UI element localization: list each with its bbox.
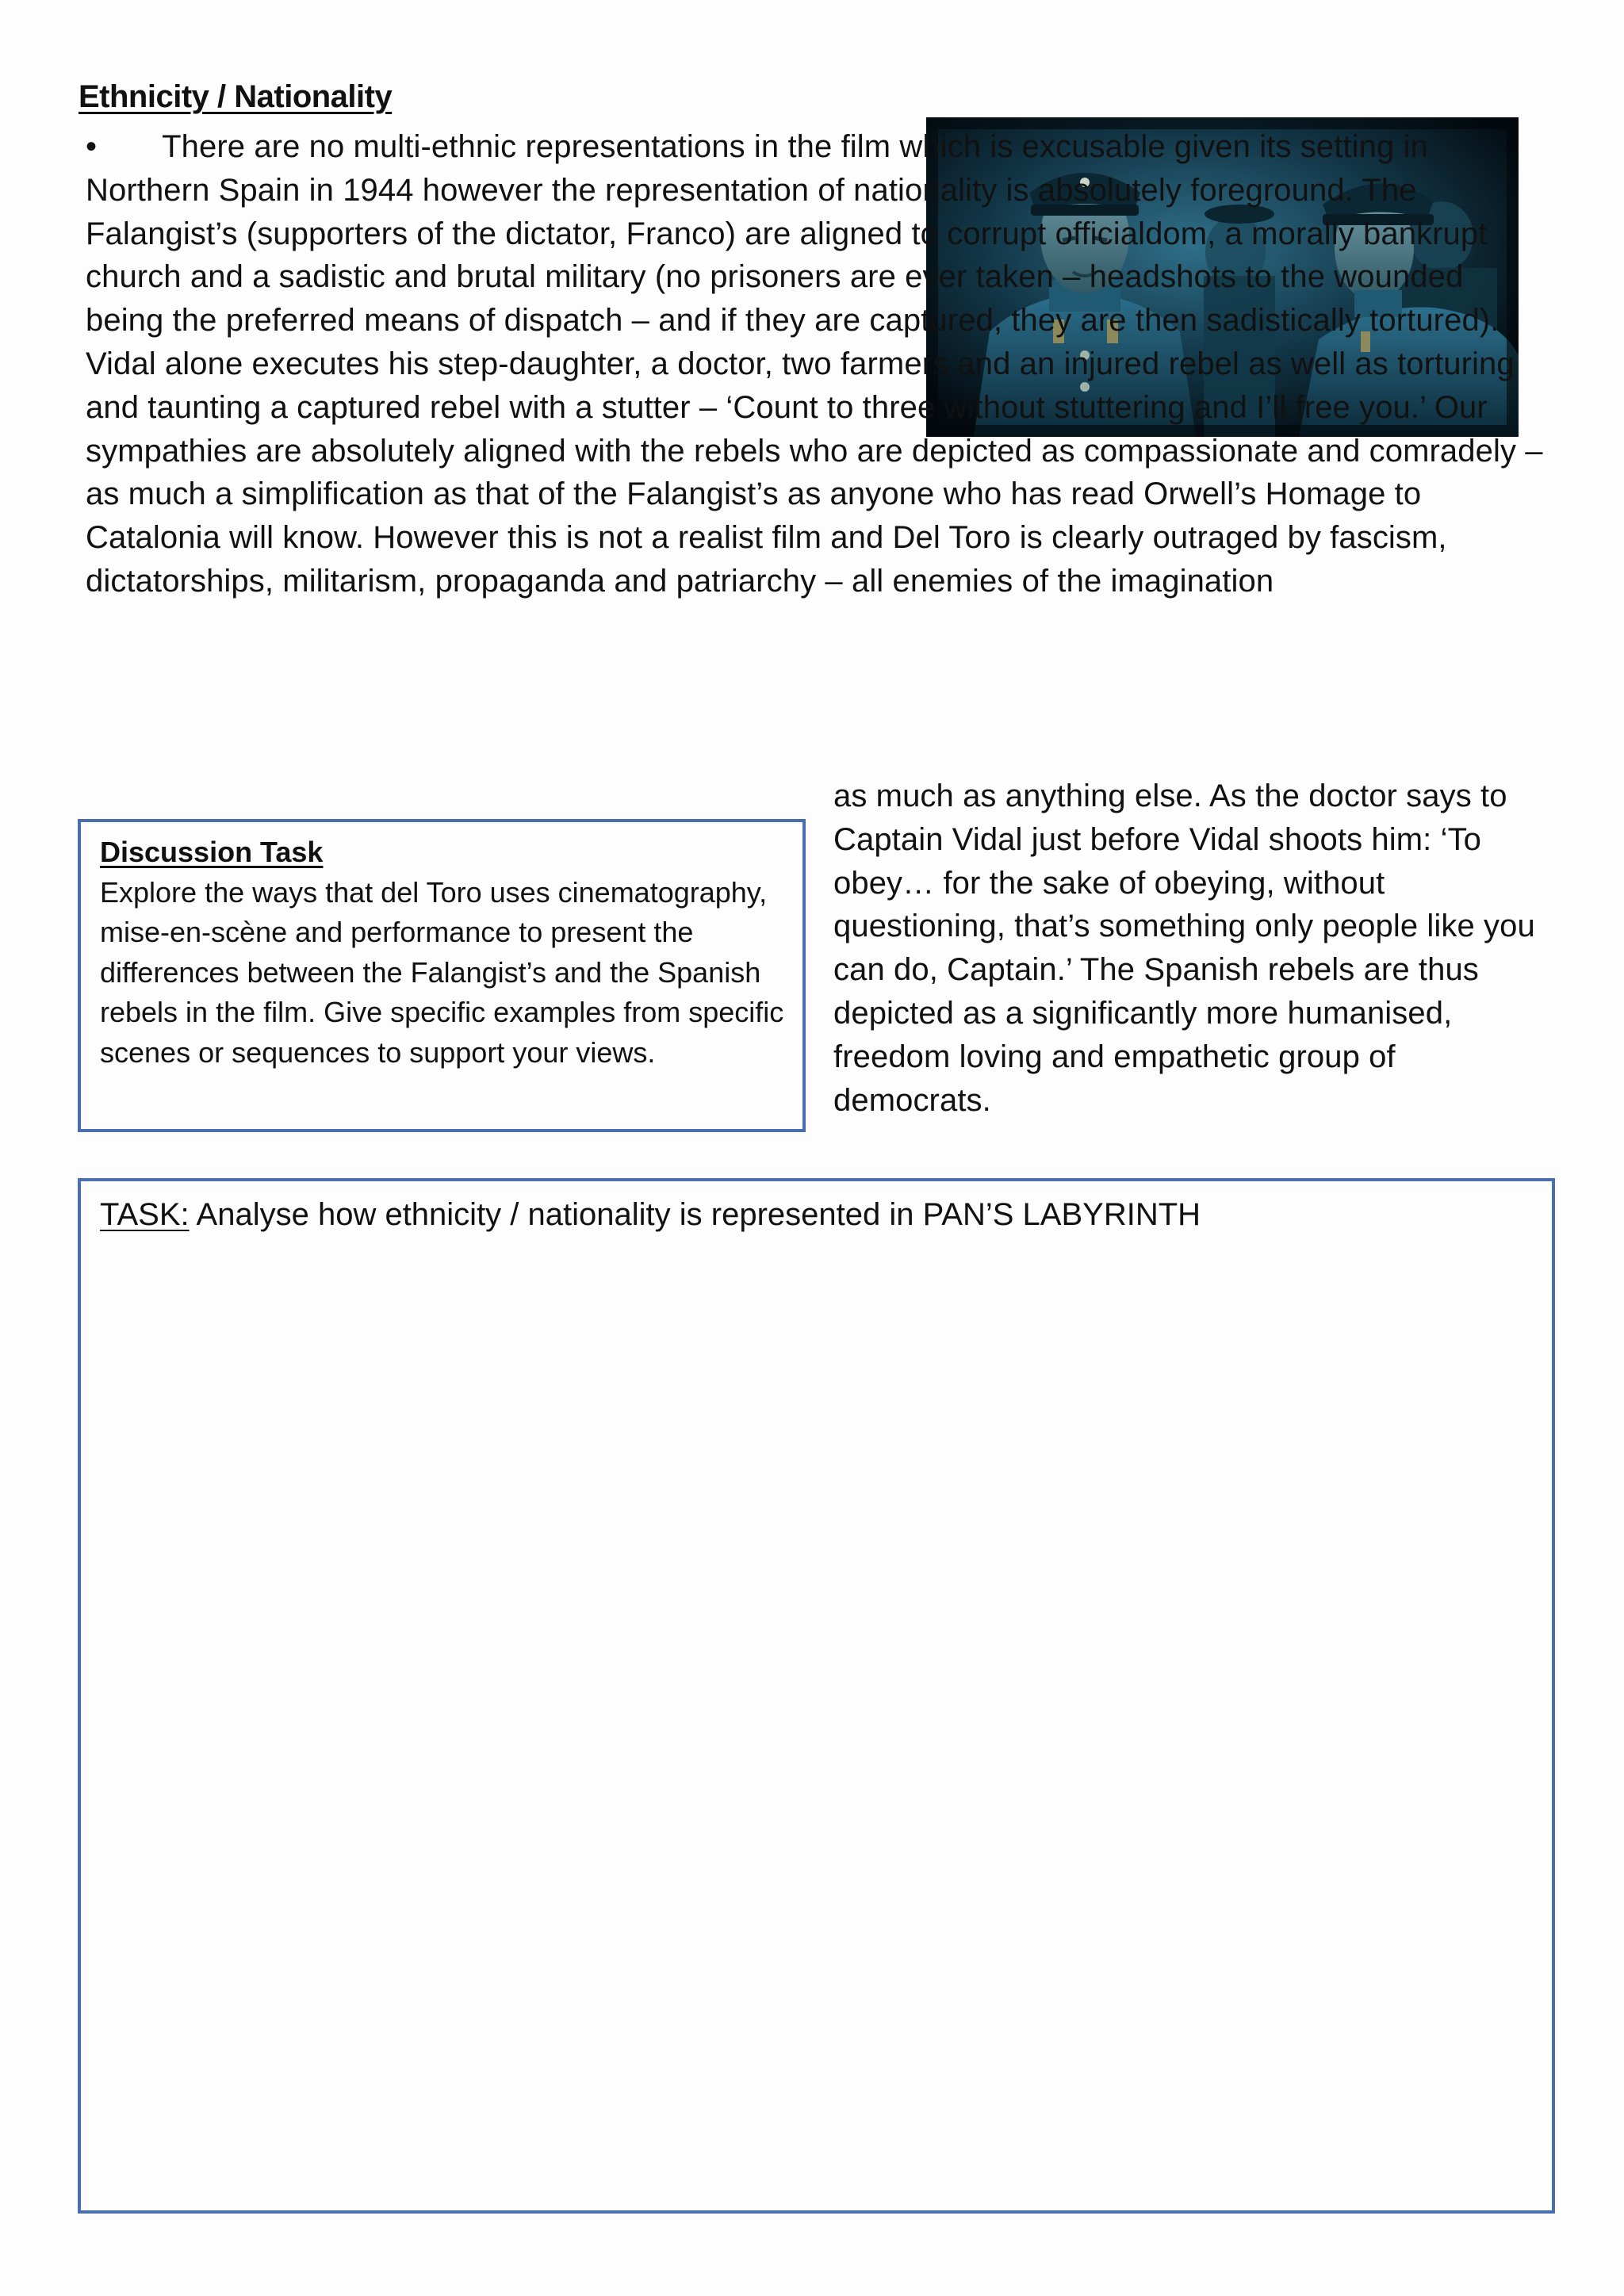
section-heading: Ethnicity / Nationality <box>79 79 393 114</box>
intro-paragraph-text: There are no multi-ethnic representations in the film which is excusable given its setting in Northern Spain in 1944 however the representation of nationality is absolutely foreground. The Falangist’s (supporters of the dictator, Franco) are aligned to corrupt officialdom, a morally bankrupt church and a sadistic and brutal military (no prisoners are ever taken – headshots to the wounded being the preferred means of dispatch – and if they are captured, they are then sadistically tortured). Vidal alone executes his step-daughter, a doctor, two farmers and an injured rebel as well as torturing and taunting a captured rebel with a stutter – ‘Count to three without stuttering and I’ll free you.’ Our sympathies are absolutely aligned with the rebels who are depicted as compassionate and comradely – as much a simplification as that of the Falangist’s as anyone who has read Orwell’s Homage to Catalonia will know. However this is not a realist film and Del Toro is clearly outraged by fascism, dictatorships, militarism, propaganda and patriarchy – all enemies of the imagination <box>86 129 1543 599</box>
bullet-marker: • <box>86 129 98 164</box>
intro-paragraph <box>86 125 1546 603</box>
discussion-task-text: Explore the ways that del Toro uses cinematography, mise-en-scène and performance to present the differences between the Falangist’s and the Spanish rebels in the film. Give specific examples from specific scenes or sequences to support your views. <box>100 876 784 1069</box>
discussion-task-title: Discussion Task <box>100 836 324 868</box>
task-label: TASK: <box>100 1197 190 1232</box>
task-text: Analyse how ethnicity / nationality is represented in PAN’S LABYRINTH <box>189 1197 1201 1232</box>
continuation-paragraph: as much as anything else. As the doctor says to Captain Vidal just before Vidal shoots him: ‘To obey… for the sake of obeying, without questioning, that’s something only people like you can do, Captain.’ The Spanish rebels are thus depicted as a significantly more humanised, freedom loving and empathetic group of democrats. <box>833 779 1535 1118</box>
task-answer-box[interactable] <box>78 1178 1555 2214</box>
task-prompt <box>100 1192 1533 1237</box>
discussion-task-box <box>78 819 806 1132</box>
